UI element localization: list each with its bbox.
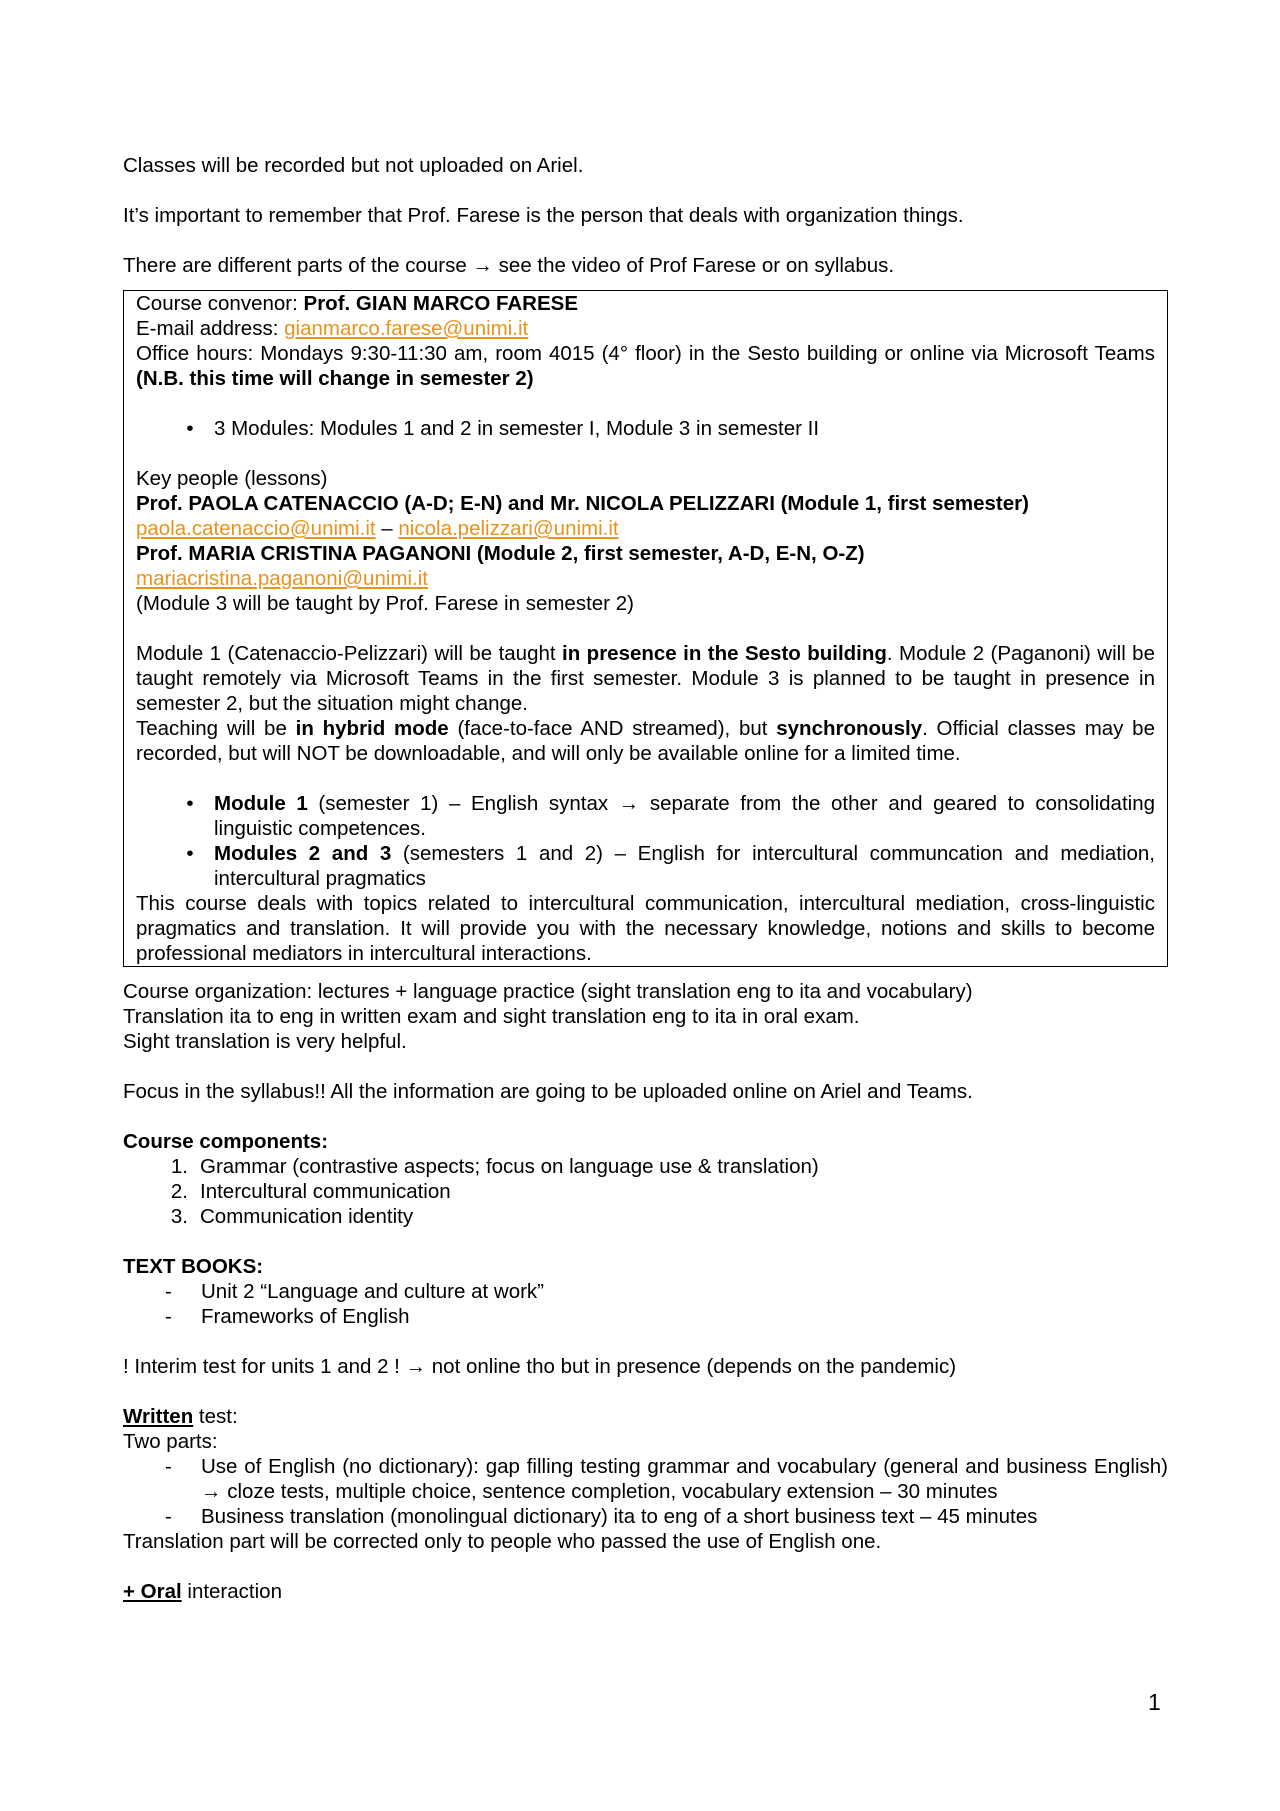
teaching-paragraph-1: Module 1 (Catenaccio-Pelizzari) will be taught in presence in the Sesto building. Module 2 (Paganoni) will be taught remotely via Microsoft Teams in the first semester. Module 3 is planned to be taught in presence in semester 2, but the situation might change. [136, 642, 1155, 715]
intro-line-2: It’s important to remember that Prof. Farese is the person that deals with organization things. [123, 204, 964, 227]
org-line-1: Course organization: lectures + language practice (sight translation eng to ita and vocabulary) [123, 980, 973, 1003]
pelizzari-email-link[interactable]: nicola.pelizzari@unimi.it [398, 517, 619, 540]
teaching-paragraph-2: Teaching will be in hybrid mode (face-to-face AND streamed), but synchronously. Official classes may be recorded, but will NOT be downloadable, and will only be available online for a limited time. [136, 717, 1155, 765]
components-heading: Course components: [123, 1130, 329, 1153]
modules-2-3-bullet: • Modules 2 and 3 (semesters 1 and 2) – English for intercultural communcation and mediation, intercultural pragmatics [136, 841, 1155, 891]
list-item: - Use of English (no dictionary): gap filling testing grammar and vocabulary (general and business English) → cloze tests, multiple choice, sentence completion, vocabulary extension – 30 minutes [165, 1455, 1168, 1503]
bullet-icon: • [186, 792, 194, 815]
module-1-bullet: • Module 1 (semester 1) – English syntax → separate from the other and geared to consolidating linguistic competences. [136, 791, 1155, 841]
interim-test-line: ! Interim test for units 1 and 2 ! → not online tho but in presence (depends on the pandemic) [123, 1355, 957, 1378]
course-description: This course deals with topics related to intercultural communication, intercultural mediation, cross-linguistic pragmatics and translation. It will provide you with the necessary knowledge, notions and skills to become professional mediators in intercultural interactions. [136, 892, 1155, 965]
people-line-2: Prof. MARIA CRISTINA PAGANONI (Module 2, first semester, A-D, E-N, O-Z) [136, 542, 865, 565]
translation-note: Translation part will be corrected only to people who passed the use of English one. [123, 1530, 882, 1553]
textbooks-heading: TEXT BOOKS: [123, 1255, 264, 1278]
email-line: E-mail address: gianmarco.farese@unimi.it [136, 317, 529, 340]
org-line-2: Translation ita to eng in written exam and sight translation eng to ita in oral exam. [123, 1005, 860, 1028]
list-item: 1. Grammar (contrastive aspects; focus on language use & translation) [170, 1155, 819, 1178]
people-line-1: Prof. PAOLA CATENACCIO (A-D; E-N) and Mr. NICOLA PELIZZARI (Module 1, first semester) [136, 492, 1029, 515]
catenaccio-email-link[interactable]: paola.catenaccio@unimi.it [136, 517, 376, 540]
arrow-icon: → [618, 792, 640, 815]
convenor-email-link[interactable]: gianmarco.farese@unimi.it [284, 317, 529, 340]
office-hours: Office hours: Mondays 9:30-11:30 am, room 4015 (4° floor) in the Sesto building or online via Microsoft Teams (N.B. this time will change in semester 2) [136, 342, 1155, 390]
arrow-icon: → [472, 254, 493, 277]
intro-line-1: Classes will be recorded but not uploaded on Ariel. [123, 154, 584, 177]
list-item: - Unit 2 “Language and culture at work” [165, 1280, 545, 1303]
list-item: - Frameworks of English [165, 1305, 410, 1328]
convenor-line: Course convenor: Prof. GIAN MARCO FARESE [136, 292, 579, 315]
oral-heading: + Oral interaction [123, 1580, 282, 1603]
module3-note: (Module 3 will be taught by Prof. Farese in semester 2) [136, 592, 634, 615]
modules-bullet: • 3 Modules: Modules 1 and 2 in semester I, Module 3 in semester II [136, 416, 1155, 441]
page-number: 1 [1148, 1689, 1161, 1715]
people-emails-2 [136, 566, 1155, 591]
bullet-icon: • [186, 842, 194, 865]
written-test-heading: Written test: [123, 1405, 238, 1428]
org-line-3: Sight translation is very helpful. [123, 1030, 407, 1053]
bullet-icon: • [186, 417, 194, 440]
arrow-icon: → [201, 1480, 222, 1503]
paganoni-email-link[interactable]: mariacristina.paganoni@unimi.it [136, 567, 428, 590]
key-people-label: Key people (lessons) [136, 467, 328, 490]
intro-line-3: There are different parts of the course → see the video of Prof Farese or on syllabus. [123, 254, 895, 277]
arrow-icon: → [405, 1355, 427, 1378]
list-item: - Business translation (monolingual dictionary) ita to eng of a short business text – 45 minutes [165, 1505, 1038, 1528]
focus-line: Focus in the syllabus!! All the information are going to be uploaded online on Ariel and Teams. [123, 1080, 973, 1103]
people-emails-1: paola.catenaccio@unimi.it – nicola.pelizzari@unimi.it [136, 517, 619, 540]
two-parts-label: Two parts: [123, 1430, 218, 1453]
list-item: 3. Communication identity [170, 1205, 414, 1228]
document-page [123, 153, 1168, 1604]
list-item: 2. Intercultural communication [170, 1180, 451, 1203]
course-info-box [123, 290, 1168, 967]
